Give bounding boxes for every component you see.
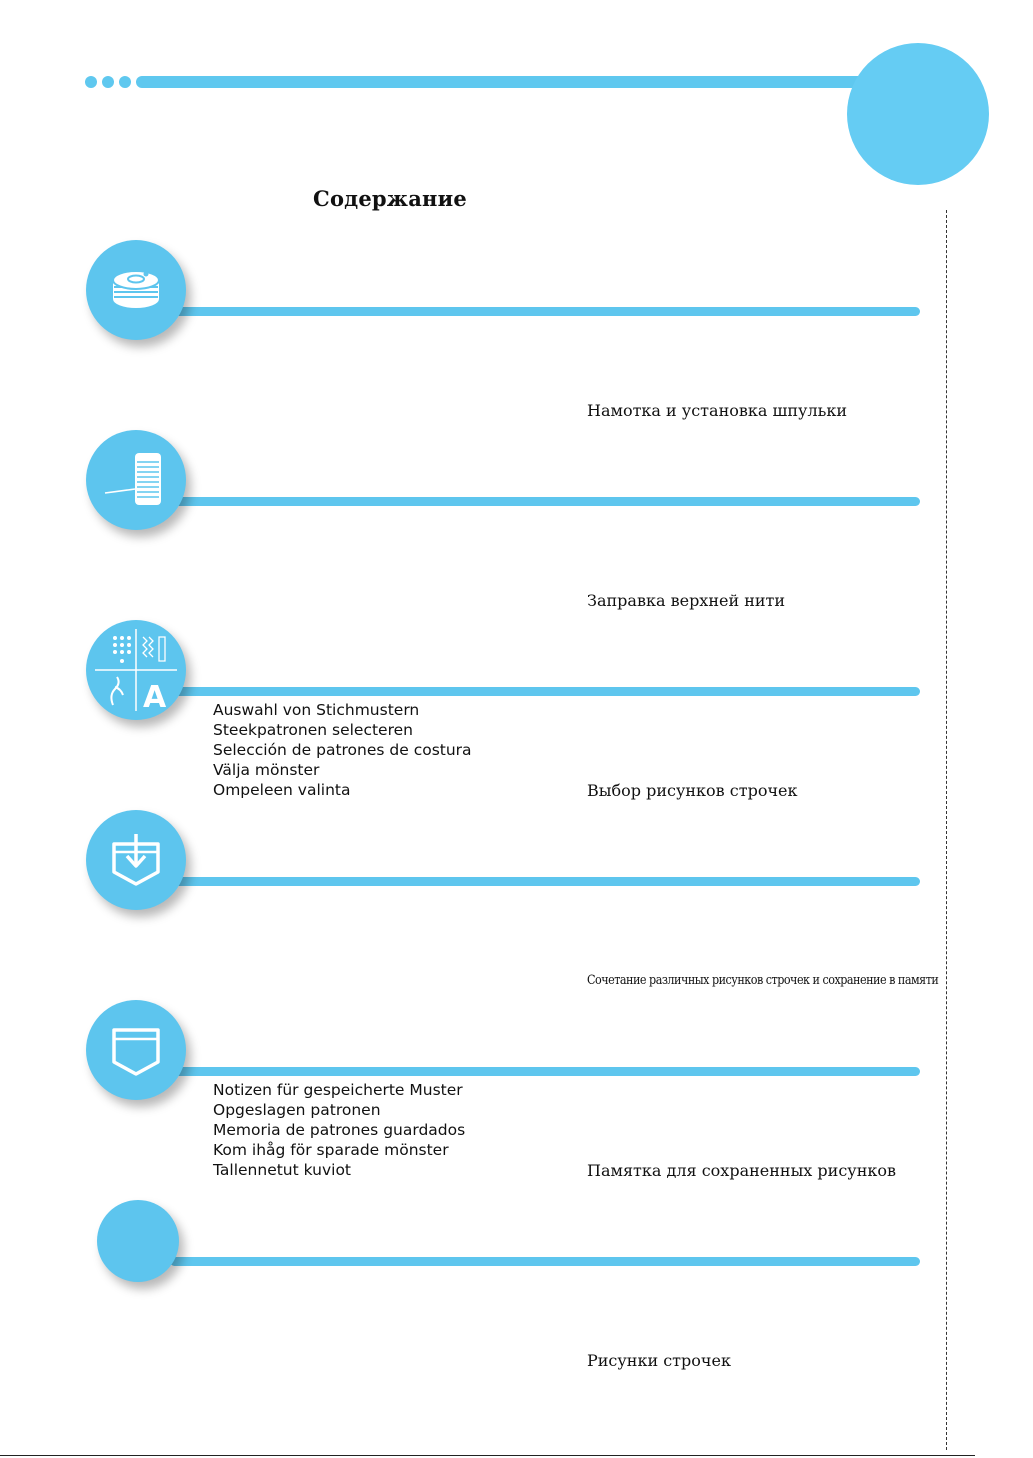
- translation-de: Notizen für gespeicherte Muster: [213, 1081, 463, 1099]
- translation-sv: Välja mönster: [213, 761, 320, 779]
- section-3-circle: [86, 620, 186, 720]
- header-circle: [847, 43, 989, 185]
- section-2-circle: [86, 430, 186, 530]
- bobbin-icon: [108, 265, 164, 315]
- section-1-circle: [86, 240, 186, 340]
- translation-de: Auswahl von Stichmustern: [213, 701, 420, 719]
- section-5-circle: [86, 1000, 186, 1100]
- section-6-title-ru: Рисунки строчек: [587, 1351, 731, 1370]
- translation-sv: Kom ihåg för sparade mönster: [213, 1141, 449, 1159]
- section-3-title-ru: Выбор рисунков строчек: [587, 781, 798, 800]
- section-3-translations: [213, 700, 472, 800]
- section-6-circle: [97, 1200, 179, 1282]
- section-1-title-ru: Намотка и установка шпульки: [587, 401, 847, 420]
- translation-nl: Steekpatronen selecteren: [213, 721, 413, 739]
- section-5-title-ru: Памятка для сохраненных рисунков: [587, 1161, 896, 1180]
- translation-es: Selección de patrones de costura: [213, 741, 472, 759]
- section-2-bar: [170, 497, 920, 506]
- header-dot-1: [85, 76, 97, 88]
- svg-text:A: A: [143, 680, 167, 715]
- translation-nl: Opgeslagen patronen: [213, 1101, 381, 1119]
- section-4-circle: [86, 810, 186, 910]
- stitch-patterns-icon: [91, 625, 181, 715]
- translation-fi: Tallennetut kuviot: [213, 1161, 352, 1179]
- section-5-translations: [213, 1080, 465, 1180]
- footer-rule: [0, 1455, 975, 1456]
- section-6-bar: [170, 1257, 920, 1266]
- pocket-save-icon: [106, 830, 166, 890]
- header-bar: [136, 76, 896, 88]
- header-dot-2: [102, 76, 114, 88]
- thread-spool-icon: [101, 445, 171, 515]
- page-title: Содержание: [313, 186, 467, 211]
- section-5-bar: [170, 1067, 920, 1076]
- section-4-title-ru: Сочетание различных рисунков строчек и сохранение в памяти: [587, 973, 939, 988]
- section-2-title-ru: Заправка верхней нити: [587, 591, 786, 610]
- header-dot-3: [119, 76, 131, 88]
- section-3-bar: [170, 687, 920, 696]
- margin-dashed-line: [946, 210, 947, 1450]
- section-4-bar: [170, 877, 920, 886]
- pocket-icon: [106, 1020, 166, 1080]
- section-1-bar: [170, 307, 920, 316]
- translation-es: Memoria de patrones guardados: [213, 1121, 466, 1139]
- translation-fi: Ompeleen valinta: [213, 781, 351, 799]
